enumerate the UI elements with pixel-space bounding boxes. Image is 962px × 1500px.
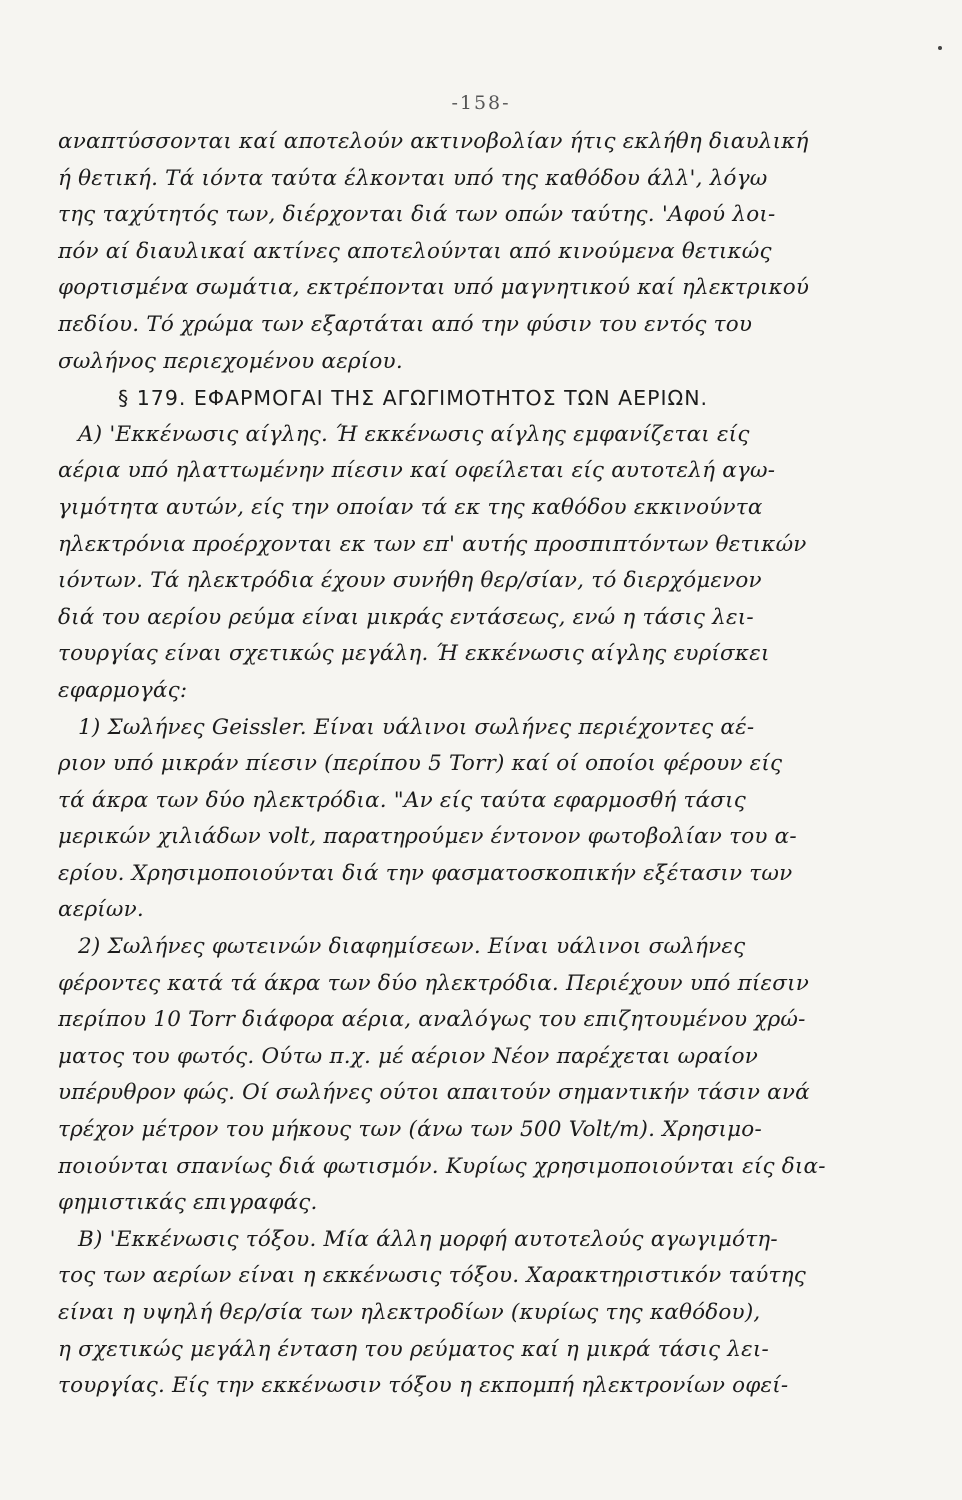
- text-line: η σχετικώς μεγάλη ένταση του ρεύματος καί η μικρά τάσις λει-: [58, 1336, 769, 1362]
- text-line: ηλεκτρόνια προέρχονται εκ των επ' αυτής προσπιπτόντων θετικών: [58, 531, 807, 557]
- text-line: γιμότητα αυτών, είς την οποίαν τά εκ της καθόδου εκκινούντα: [58, 494, 763, 520]
- text-line: Β) 'Εκκένωσις τόξου. Μία άλλη μορφή αυτοτελούς αγωγιμότη-: [78, 1226, 778, 1252]
- text-line: υπέρυθρον φώς. Οί σωλήνες ούτοι απαιτούν σημαντικήν τάσιν ανά: [58, 1080, 810, 1106]
- text-line: διά του αερίου ρεύμα είναι μικράς εντάσεως, ενώ η τάσις λει-: [58, 604, 754, 630]
- text-line: αναπτύσσονται καί αποτελούν ακτινοβολίαν ήτις εκλήθη διαυλική: [58, 129, 809, 154]
- text-line: ιόντων. Τά ηλεκτρόδια έχουν συνήθη θερ/σίαν, τό διερχόμενον: [58, 568, 762, 594]
- text-line: φορτισμένα σωμάτια, εκτρέπονται υπό μαγνητικού καί ηλεκτρικού: [58, 275, 810, 301]
- text-line: πεδίου. Τό χρώμα των εξαρτάται από την φύσιν του εντός του: [58, 311, 753, 337]
- text-line: τος των αερίων είναι η εκκένωσις τόξου. Χαρακτηριστικόν ταύτης: [58, 1263, 806, 1289]
- text-line: τουργίας είναι σχετικώς μεγάλη. Ή εκκένωσις αίγλης ευρίσκει: [58, 641, 770, 667]
- text-line: ματος του φωτός. Ούτω π.χ. μέ αέριον Νέον παρέχεται ωραίον: [58, 1043, 759, 1069]
- list-item-heading: 2) Σωλήνες φωτεινών διαφημίσεων. Είναι υάλινοι σωλήνες: [78, 934, 746, 960]
- text-line: αερίων.: [58, 897, 144, 923]
- text-line: εφαρμογάς:: [58, 677, 188, 703]
- text-line: μερικών χιλιάδων volt, παρατηρούμεν έντονον φωτοβολίαν του α-: [58, 824, 797, 850]
- text-line: τουργίας. Είς την εκκένωσιν τόξου η εκπομπή ηλεκτρονίων οφεί-: [58, 1373, 789, 1399]
- page-number: -158-: [451, 92, 511, 114]
- text-line: τά άκρα των δύο ηλεκτρόδια. "Αν είς ταύτα εφαρμοσθή τάσις: [58, 787, 747, 813]
- text-line: σωλήνος περιεχομένου αερίου.: [58, 348, 403, 374]
- text-line: ή θετική. Τά ιόντα ταύτα έλκονται υπό της καθόδου άλλ', λόγω: [58, 165, 768, 191]
- section-heading: § 179. ΕΦΑΡΜΟΓΑΙ ΤΗΣ ΑΓΩΓΙΜΟΤΗΤΟΣ ΤΩΝ ΑΕΡΙΩΝ.: [118, 386, 709, 411]
- list-item-heading: 1) Σωλήνες Geissler. Είναι υάλινοι σωλήνες περιέχοντες αέ-: [78, 714, 755, 740]
- scan-speck: [938, 46, 942, 50]
- text-line: αέρια υπό ηλαττωμένην πίεσιν καί οφείλεται είς αυτοτελή αγω-: [58, 458, 776, 484]
- text-line: ερίου. Χρησιμοποιούνται διά την φασματοσκοπικήν εξέτασιν των: [58, 860, 793, 886]
- text-line: πόν αί διαυλικαί ακτίνες αποτελούνται από κινούμενα θετικώς: [58, 238, 772, 264]
- text-line: Α) 'Εκκένωσις αίγλης. Ή εκκένωσις αίγλης εμφανίζεται είς: [78, 421, 750, 447]
- text-line: τρέχον μέτρον του μήκους των (άνω των 500 Volt/m). Χρησιμο-: [58, 1117, 762, 1143]
- text-line: είναι η υψηλή θερ/σία των ηλεκτροδίων (κυρίως της καθόδου),: [58, 1300, 761, 1325]
- text-line: περίπου 10 Torr διάφορα αέρια, αναλόγως του επιζητουμένου χρώ-: [58, 1007, 806, 1033]
- text-line: ποιούνται σπανίως διά φωτισμόν. Κυρίως χρησιμοποιούνται είς δια-: [58, 1153, 826, 1179]
- body-text: [58, 124, 908, 1405]
- text-line: φέροντες κατά τά άκρα των δύο ηλεκτρόδια. Περιέχουν υπό πίεσιν: [58, 970, 810, 996]
- text-line: φημιστικάς επιγραφάς.: [58, 1190, 318, 1216]
- text-line: της ταχύτητός των, διέρχονται διά των οπών ταύτης. 'Αφού λοι-: [58, 202, 776, 228]
- text-line: ριον υπό μικράν πίεσιν (περίπου 5 Torr) καί οί οποίοι φέρουν είς: [58, 751, 783, 777]
